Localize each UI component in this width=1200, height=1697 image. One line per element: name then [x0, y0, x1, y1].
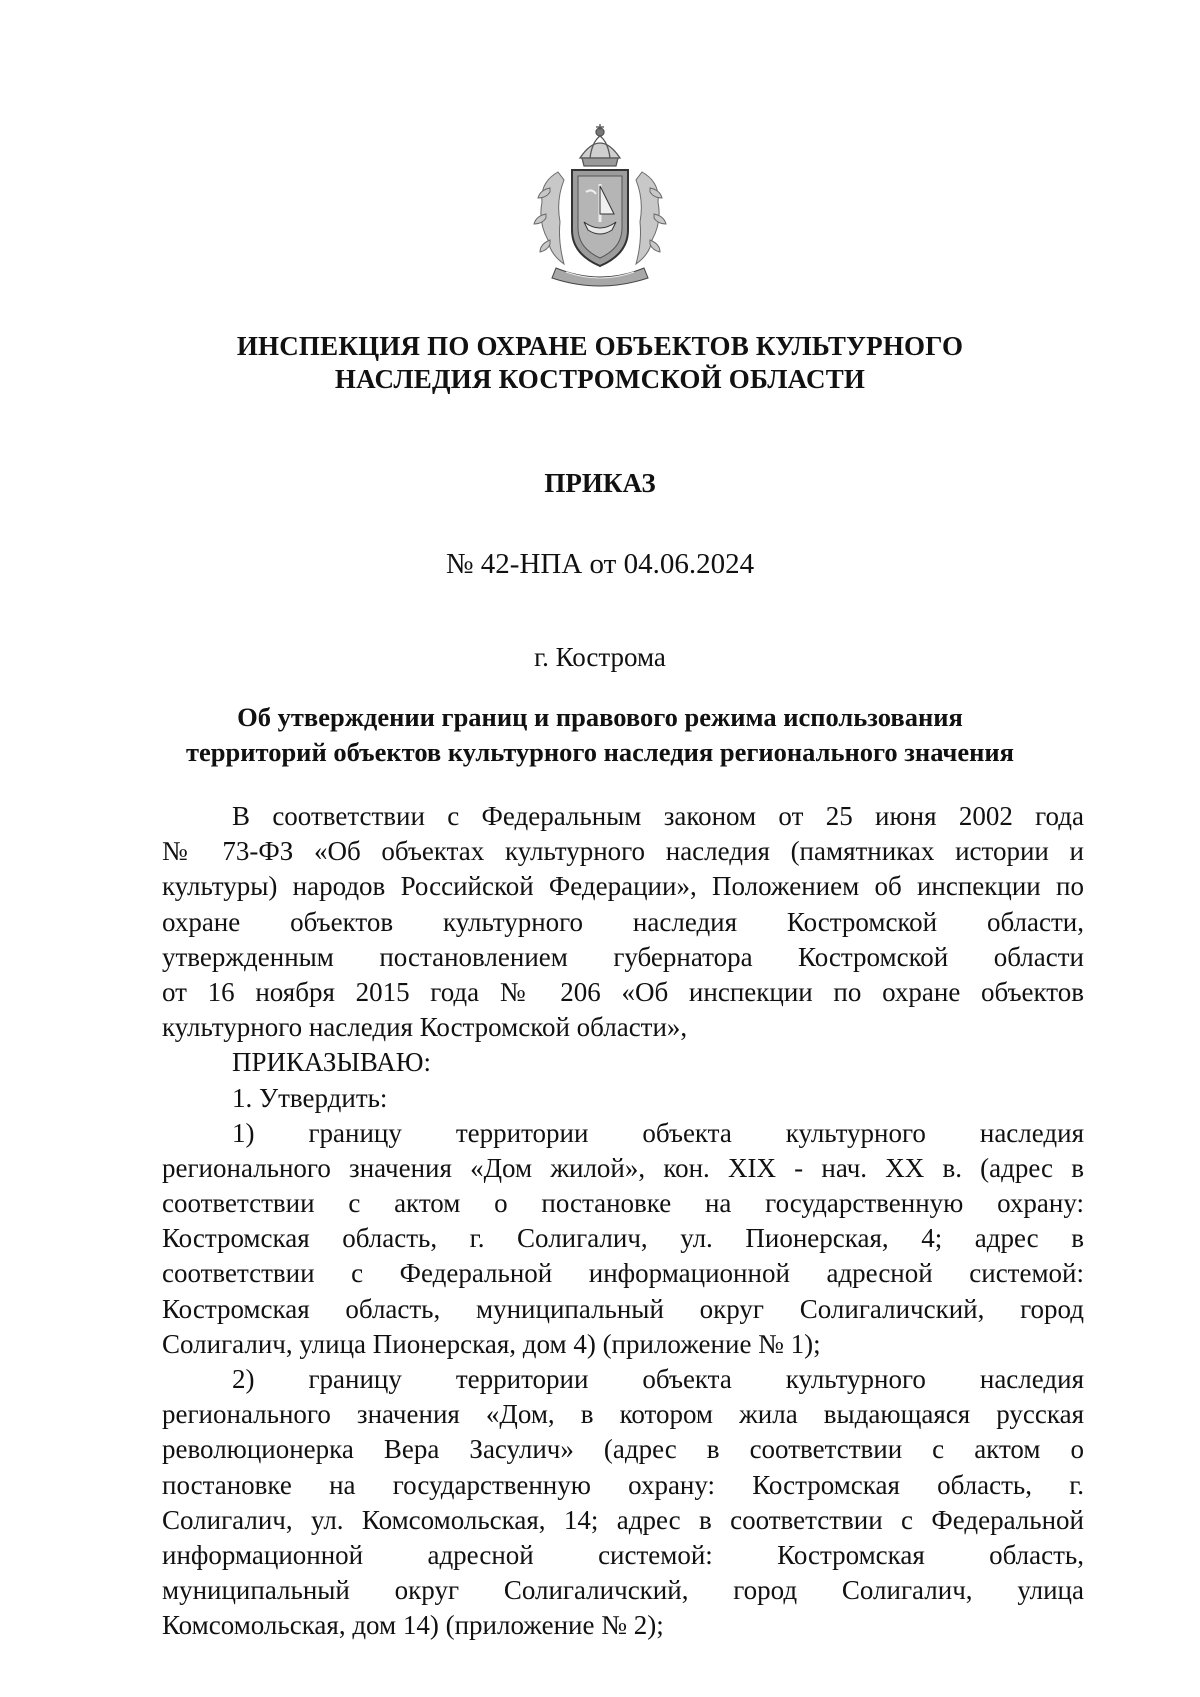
body-line: 2) границу территории объекта культурного наследия [232, 1364, 1084, 1394]
document-body [162, 799, 1084, 1644]
body-line: культурного наследия Костромской области», [162, 1012, 688, 1043]
body-line: охране объектов культурного наследия Костромской области, [162, 906, 1084, 937]
body-line: утвержденным постановлением губернатора Костромской области [162, 941, 1084, 972]
organization-title [150, 330, 1050, 396]
organization-title-line2: НАСЛЕДИЯ КОСТРОМСКОЙ ОБЛАСТИ [334, 364, 866, 394]
body-line: Солигалич, ул. Комсомольская, 14; адрес в соответствии с Федеральной [162, 1504, 1084, 1535]
body-line: Костромская область, г. Солигалич, ул. Пионерская, 4; адрес в [162, 1223, 1084, 1254]
body-line: муниципальный округ Солигаличский, город Солигалич, улица [162, 1575, 1084, 1606]
body-line: Солигалич, улица Пионерская, дом 4) (приложение № 1); [162, 1328, 821, 1359]
document-type: ПРИКАЗ [544, 468, 656, 498]
body-line-approve: 1. Утвердить: [232, 1082, 388, 1113]
body-line: соответствии с актом о постановке на государственную охрану: [162, 1188, 1084, 1219]
body-line: В соответствии с Федеральным законом от 25 июня 2002 года [232, 801, 1084, 831]
body-line: постановке на государственную охрану: Костромская область, г. [162, 1469, 1084, 1500]
subject-line2: территорий объектов культурного наследия регионального значения [186, 737, 1014, 767]
body-line: культуры) народов Российской Федерации», Положением об инспекции по [162, 871, 1084, 902]
body-line-order: ПРИКАЗЫВАЮ: [232, 1047, 431, 1078]
coat-of-arms-icon [520, 122, 680, 292]
body-line: регионального значения «Дом, в котором жила выдающаяся русская [162, 1399, 1084, 1430]
document-city: г. Кострома [534, 642, 666, 672]
body-line: соответствии с Федеральной информационной адресной системой: [162, 1258, 1084, 1289]
document-subject [120, 700, 1080, 770]
organization-title-line1: ИНСПЕКЦИЯ ПО ОХРАНЕ ОБЪЕКТОВ КУЛЬТУРНОГО [236, 331, 964, 361]
body-line: от 16 ноября 2015 года № 206 «Об инспекции по охране объектов [162, 976, 1084, 1007]
body-line: № 73-ФЗ «Об объектах культурного наследия (памятниках истории и [162, 836, 1084, 867]
body-line: 1) границу территории объекта культурного наследия [232, 1117, 1084, 1148]
body-line: информационной адресной системой: Костромская область, [162, 1539, 1084, 1570]
body-line: Комсомольская, дом 14) (приложение № 2); [162, 1610, 664, 1641]
body-line: революционерка Вера Засулич» (адрес в соответствии с актом о [162, 1434, 1084, 1465]
body-line: Костромская область, муниципальный округ Солигаличский, город [162, 1293, 1084, 1324]
subject-line1: Об утверждении границ и правового режима использования [237, 702, 963, 732]
body-line: регионального значения «Дом жилой», кон. XIX - нач. XX в. (адрес в [162, 1152, 1084, 1183]
document-number: № 42-НПА от 04.06.2024 [445, 548, 755, 580]
